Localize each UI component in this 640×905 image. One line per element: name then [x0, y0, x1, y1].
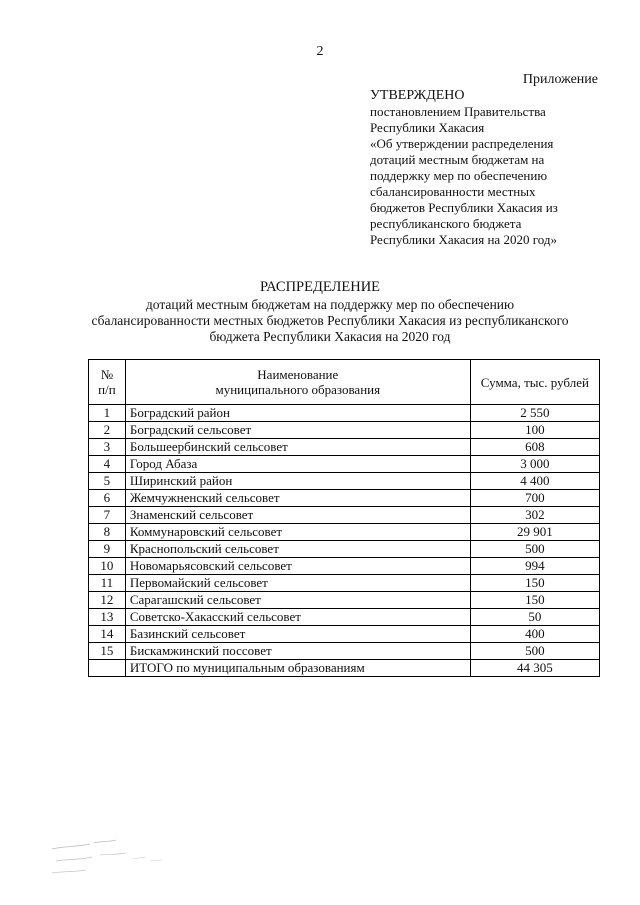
- table-row: [89, 439, 600, 456]
- cell-sum: 2 550: [470, 405, 599, 422]
- table-row: [89, 405, 600, 422]
- header-name: [125, 360, 470, 405]
- approval-line: Республики Хакасия: [370, 120, 485, 135]
- cell-name: Первомайский сельсовет: [125, 575, 470, 592]
- table-row: [89, 626, 600, 643]
- distribution-title: РАСПРЕДЕЛЕНИЕ: [259, 279, 381, 295]
- table-row: [89, 473, 600, 490]
- cell-name: Знаменский сельсовет: [125, 507, 470, 524]
- cell-name: Боградский сельсовет: [125, 422, 470, 439]
- cell-sum: 29 901: [470, 524, 599, 541]
- cell-sum: 3 000: [470, 456, 599, 473]
- appendix-label: Приложение: [522, 72, 598, 87]
- cell-sum: 400: [470, 626, 599, 643]
- approval-line: постановлением Правительства: [370, 104, 546, 119]
- cell-sum: 302: [470, 507, 599, 524]
- header-name-line1: Наименование: [257, 367, 339, 382]
- header-number-line2: п/п: [98, 382, 116, 397]
- cell-name: Базинский сельсовет: [125, 626, 470, 643]
- approval-line: дотаций местным бюджетам на: [370, 152, 545, 167]
- approval-line: «Об утверждении распределения: [370, 136, 554, 151]
- cell-number: 6: [89, 490, 126, 507]
- cell-name: Город Абаза: [125, 456, 470, 473]
- cell-name: Жемчужненский сельсовет: [125, 490, 470, 507]
- page-number: 2: [316, 44, 324, 59]
- table-row: [89, 422, 600, 439]
- cell-number: 4: [89, 456, 126, 473]
- cell-name: Краснопольский сельсовет: [125, 541, 470, 558]
- header-number-line1: №: [100, 367, 114, 382]
- table-header-row: [89, 360, 600, 405]
- table-row: [89, 609, 600, 626]
- approval-line: Республики Хакасия на 2020 год»: [370, 232, 557, 247]
- cell-sum: 50: [470, 609, 599, 626]
- cell-number: 15: [89, 643, 126, 660]
- table-row: [89, 575, 600, 592]
- table-row: [89, 524, 600, 541]
- cell-number: [89, 660, 126, 677]
- cell-name: Ширинский район: [125, 473, 470, 490]
- cell-name: ИТОГО по муниципальным образованиям: [125, 660, 470, 677]
- subtitle-line: дотаций местным бюджетам на поддержку мер по обеспечению: [145, 297, 515, 312]
- cell-name: Сарагашский сельсовет: [125, 592, 470, 609]
- header-sum: Сумма, тыс. рублей: [470, 360, 599, 405]
- table-row: [89, 592, 600, 609]
- cell-number: 5: [89, 473, 126, 490]
- cell-sum: 700: [470, 490, 599, 507]
- table-row: [89, 456, 600, 473]
- cell-name: Бискамжинский поссовет: [125, 643, 470, 660]
- cell-sum: 4 400: [470, 473, 599, 490]
- cell-sum: 608: [470, 439, 599, 456]
- approval-line: поддержку мер по обеспечению: [370, 168, 548, 183]
- cell-sum: 150: [470, 592, 599, 609]
- approval-block: [370, 88, 610, 248]
- cell-number: 12: [89, 592, 126, 609]
- scan-marks: [50, 835, 170, 885]
- subtitle-line: сбалансированности местных бюджетов Республики Хакасия из республиканского: [91, 313, 569, 328]
- cell-sum: 500: [470, 541, 599, 558]
- header-number: [89, 360, 126, 405]
- cell-name: Боградский район: [125, 405, 470, 422]
- table-body: [89, 405, 600, 677]
- distribution-subtitle: [60, 297, 600, 345]
- cell-number: 3: [89, 439, 126, 456]
- cell-number: 14: [89, 626, 126, 643]
- approval-line: бюджетов Республики Хакасия из: [370, 200, 558, 215]
- table-row: [89, 643, 600, 660]
- cell-number: 2: [89, 422, 126, 439]
- header-name-line2: муниципального образования: [215, 382, 381, 397]
- cell-name: Большеербинский сельсовет: [125, 439, 470, 456]
- distribution-table: [88, 359, 600, 677]
- cell-name: Новомарьясовский сельсовет: [125, 558, 470, 575]
- cell-number: 7: [89, 507, 126, 524]
- cell-sum: 44 305: [470, 660, 599, 677]
- cell-number: 11: [89, 575, 126, 592]
- approval-line: сбалансированности местных: [370, 184, 536, 199]
- approved-heading: УТВЕРЖДЕНО: [370, 88, 465, 103]
- table-row: [89, 558, 600, 575]
- cell-sum: 994: [470, 558, 599, 575]
- cell-number: 10: [89, 558, 126, 575]
- cell-sum: 500: [470, 643, 599, 660]
- table-row: [89, 490, 600, 507]
- table-row: [89, 541, 600, 558]
- approval-line: республиканского бюджета: [370, 216, 522, 231]
- cell-number: 1: [89, 405, 126, 422]
- cell-name: Советско-Хакасский сельсовет: [125, 609, 470, 626]
- total-row: [89, 660, 600, 677]
- cell-number: 8: [89, 524, 126, 541]
- cell-number: 13: [89, 609, 126, 626]
- cell-number: 9: [89, 541, 126, 558]
- table-row: [89, 507, 600, 524]
- cell-sum: 150: [470, 575, 599, 592]
- subtitle-line: бюджета Республики Хакасия на 2020 год: [209, 329, 451, 344]
- cell-sum: 100: [470, 422, 599, 439]
- cell-name: Коммунаровский сельсовет: [125, 524, 470, 541]
